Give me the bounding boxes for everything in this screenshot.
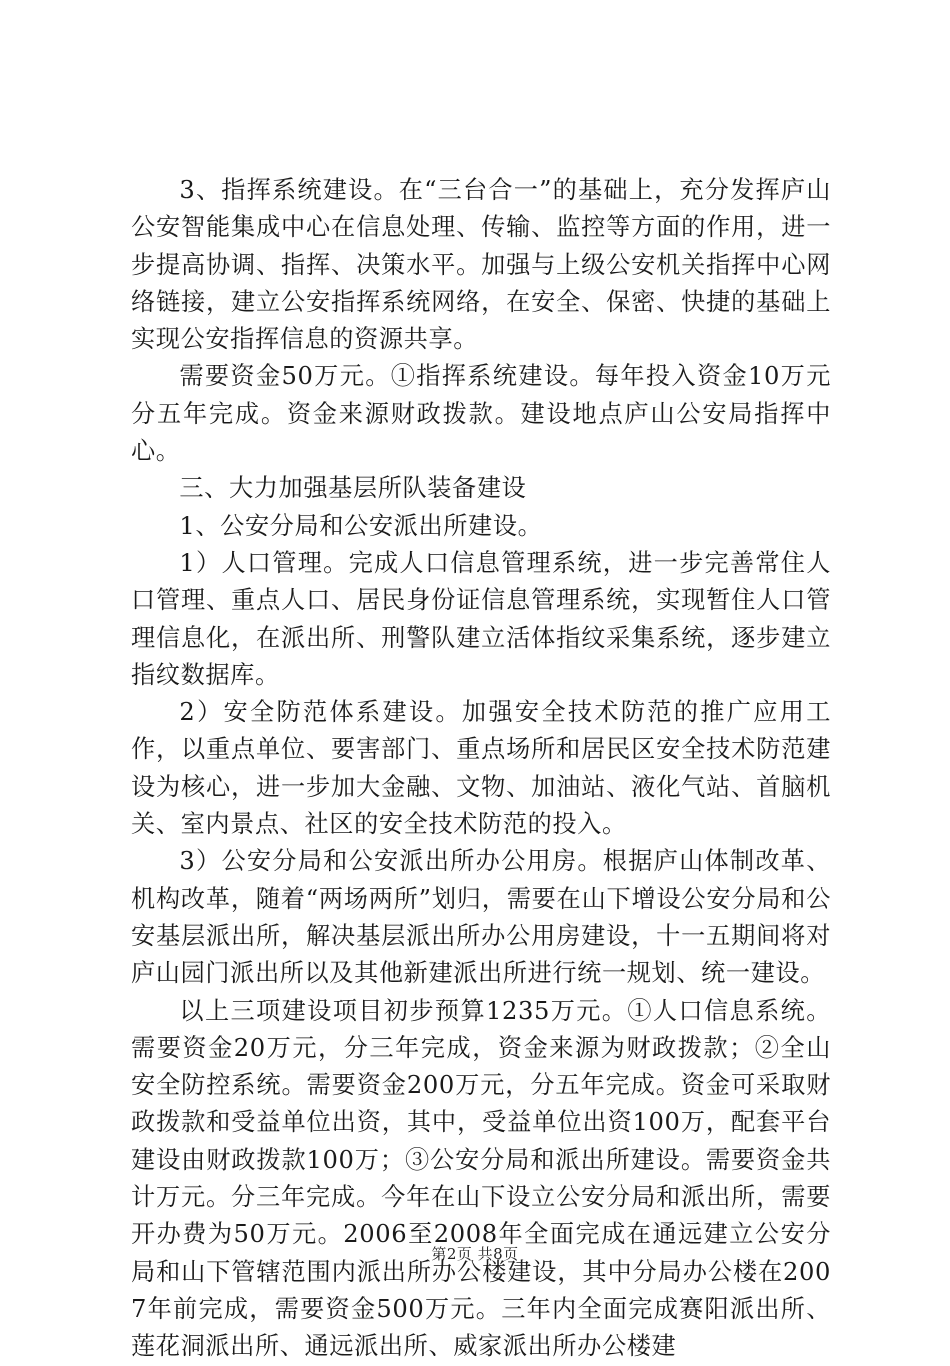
paragraph-population-management: 1）人口管理。完成人口信息管理系统，进一步完善常住人口管理、重点人口、居民身份证信息管理系统，实现暂住人口管理信息化，在派出所、刑警队建立活体指纹采集系统，逐步建立指纹数据库。 — [131, 548, 831, 689]
page-number-footer: 第2页 共8页 — [431, 1245, 519, 1263]
paragraph-budget-summary: 以上三项建设项目初步预算1235万元。①人口信息系统。需要资金20万元，分三年完成，资金来源为财政拨款；②全山安全防控系统。需要资金200万元，分五年完成。资金可采取财政拨款和受益单位出资，其中，受益单位出资100万，配套平台建设由财政拨款100万；③公安分局和派出所建设。需要资金共计万元。分三年完成。今年在山下设立公安分局和派出所，需要开办费为50万元。2006至2008年全面完成在通远建立公安分局和山下管辖范围内派出所办公楼建设，其中分局办公楼在2007年前完成，需要资金500万元。三年内全面完成赛阳派出所、莲花洞派出所、通远派出所、威家派出所办公楼建 — [131, 996, 831, 1361]
paragraph-office-buildings: 3）公安分局和公安派出所办公用房。根据庐山体制改革、机构改革，随着“两场两所”划归，需要在山下增设公安分局和公安基层派出所，解决基层派出所办公用房建设，十一五期间将对庐山园门派出所以及其他新建派出所进行统一规划、统一建设。 — [131, 847, 831, 988]
paragraph-security-prevention: 2）安全防范体系建设。加强安全技术防范的推广应用工作，以重点单位、要害部门、重点场所和居民区安全技术防范建设为核心，进一步加大金融、文物、加油站、液化气站、首脑机关、室内景点、社区的安全技术防范的投入。 — [131, 698, 831, 839]
section-heading-grassroots-equipment: 三、大力加强基层所队装备建设 — [179, 474, 527, 503]
document-body — [131, 172, 831, 1366]
paragraph-command-system: 3、指挥系统建设。在“三台合一”的基础上，充分发挥庐山公安智能集成中心在信息处理、传输、监控等方面的作用，进一步提高协调、指挥、决策水平。加强与上级公安机关指挥中心网络链接，建立公安指挥系统网络，在安全、保密、快捷的基础上实现公安指挥信息的资源共享。 — [131, 176, 831, 354]
subheading-branch-and-station-construction: 1、公安分局和公安派出所建设。 — [179, 511, 543, 540]
paragraph-command-funding: 需要资金50万元。①指挥系统建设。每年投入资金10万元分五年完成。资金来源财政拨款。建设地点庐山公安局指挥中心。 — [131, 362, 831, 466]
